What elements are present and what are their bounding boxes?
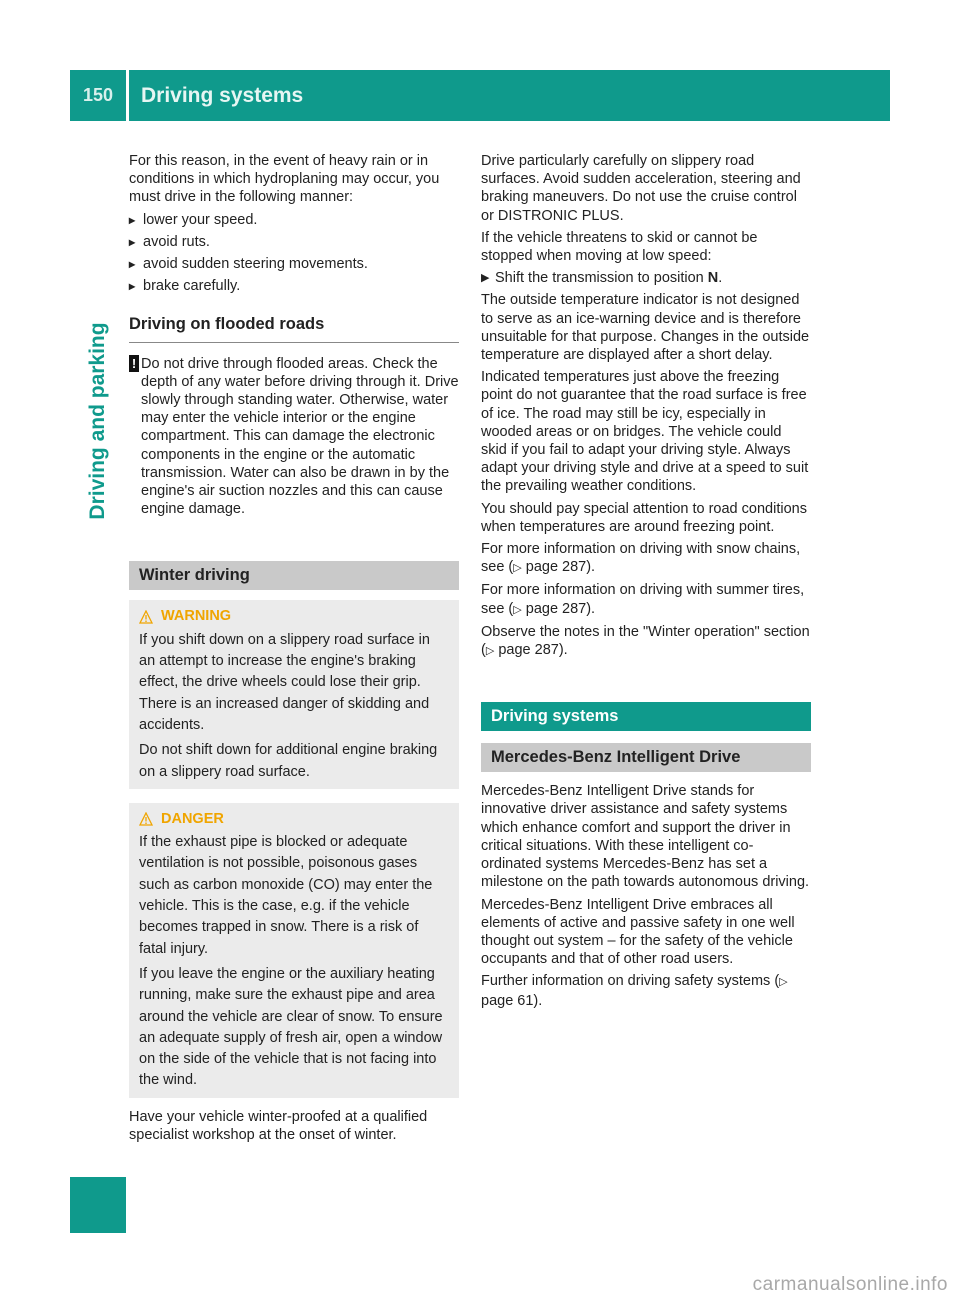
page-ref-icon: ▷ xyxy=(513,562,522,575)
intelligent-drive-heading: Mercedes-Benz Intelligent Drive xyxy=(481,743,811,772)
outro-paragraph: Have your vehicle winter-proofed at a qualified specialist workshop at the onset of winter. xyxy=(129,1108,428,1143)
danger-text: If you leave the engine or the auxiliary heating running, make sure the exhaust pipe and area around the vehicle are clear of snow. To ensure an adequate supply of fresh air, open a window on the side of the vehicle that is not facing into the wind. xyxy=(139,965,443,1089)
winter-driving-heading: Winter driving xyxy=(129,561,459,590)
danger-box xyxy=(129,803,459,1098)
side-tab-marker xyxy=(70,1177,126,1233)
danger-text: If the exhaust pipe is blocked or adequate ventilation is not possible, poisonous gases such as carbon monoxide (CO) may enter the vehicle. This is the case, e.g. if the vehicle becomes trapped in snow. There is a risk of fatal injury. xyxy=(139,834,433,957)
watermark: carmanualsonline.info xyxy=(752,1274,948,1295)
page-reference: For more information on driving with summer tires, see (▷ page 287). xyxy=(481,582,805,617)
section-side-tab xyxy=(70,121,126,1233)
page-title: Driving systems xyxy=(141,84,304,107)
right-column xyxy=(481,152,811,1014)
instruction-step: ▶ Shift the transmission to position N. xyxy=(481,270,723,287)
side-tab-label: Driving and parking xyxy=(86,322,109,520)
paragraph: Indicated temperatures just above the freezing point do not guarantee that the road surface is free of ice. The road may still be icy, especially in wooded areas or on bridges. The vehicle could skid if you fail to adapt your driving style. Always adapt your driving style and drive at a speed to suit the prevailing weather conditions. xyxy=(481,369,809,495)
exclamation-icon: ! xyxy=(129,355,139,372)
warning-header: WARNING xyxy=(139,606,449,627)
warning-text: If you shift down on a slippery road surface in an attempt to increase the engine's braking effect, the drive wheels could lose their grip. There is an increased danger of skidding and accidents. xyxy=(139,631,430,733)
page-number: 150 xyxy=(82,85,114,105)
list-item: ▸ lower your speed. xyxy=(129,211,258,228)
driving-systems-heading: Driving systems xyxy=(481,702,811,731)
danger-header: DANGER xyxy=(139,809,449,830)
paragraph: The outside temperature indicator is not designed to serve as an ice-warning device and is therefore unsuitable for that purpose. Changes in the outside temperature are displayed after a short delay. xyxy=(481,292,810,364)
page-header xyxy=(70,70,890,121)
page-ref-icon: ▷ xyxy=(485,645,495,658)
paragraph: Drive particularly carefully on slippery road surfaces. Avoid sudden acceleration, steering and braking maneuvers. Do not use the cruise control or DISTRONIC PLUS. xyxy=(481,153,801,224)
page-ref-icon: ▷ xyxy=(513,603,522,616)
list-item: ▸ avoid ruts. xyxy=(129,233,210,250)
header-separator xyxy=(126,70,129,121)
list-item: ▸ brake carefully. xyxy=(129,278,241,295)
paragraph: Mercedes-Benz Intelligent Drive stands for innovative driver assistance and safety systems which enhance comfort and support the driver in critical situations. With these intelligent co-ordinated systems Mercedes-Benz has set a milestone on the path towards autonomous driving. xyxy=(481,783,810,891)
flooded-note: ! Do not drive through flooded areas. Check the depth of any water before driving through it. Drive slowly through standing water. Otherwise, water may enter the vehicle interior or the engine compartment. This can damage the electronic components in the engine or the automatic transmission. Water can also be drawn in by the engine's air suction nozzles and this can cause engine damage. xyxy=(129,355,459,519)
intro-paragraph: For this reason, in the event of heavy rain or in conditions in which hydroplaning may occur, you must drive in the following manner: xyxy=(129,153,440,206)
page-reference: Further information on driving safety systems (▷ page 61). xyxy=(481,973,788,1009)
danger-triangle-icon xyxy=(139,812,153,826)
page-reference: Observe the notes in the "Winter operation" section (▷ page 287). xyxy=(481,623,810,659)
warning-triangle-icon xyxy=(139,610,153,624)
flooded-roads-heading: Driving on flooded roads xyxy=(129,315,459,342)
step-arrow-icon: ▶ xyxy=(481,272,490,285)
paragraph: You should pay special attention to road conditions when temperatures are around freezing point. xyxy=(481,500,807,535)
list-item: ▸ avoid sudden steering movements. xyxy=(129,256,368,273)
paragraph: Mercedes-Benz Intelligent Drive embraces all elements of active and passive safety in one well thought out system – for the safety of the vehicle occupants and that of other road users. xyxy=(481,896,795,968)
left-column xyxy=(129,152,459,1148)
paragraph: If the vehicle threatens to skid or cannot be stopped when moving at low speed: xyxy=(481,229,758,265)
page-reference: For more information on driving with snow chains, see (▷ page 287). xyxy=(481,541,801,576)
warning-text: Do not shift down for additional engine braking on a slippery road surface. xyxy=(139,742,438,780)
page-ref-icon: ▷ xyxy=(779,976,788,989)
warning-box xyxy=(129,600,459,788)
